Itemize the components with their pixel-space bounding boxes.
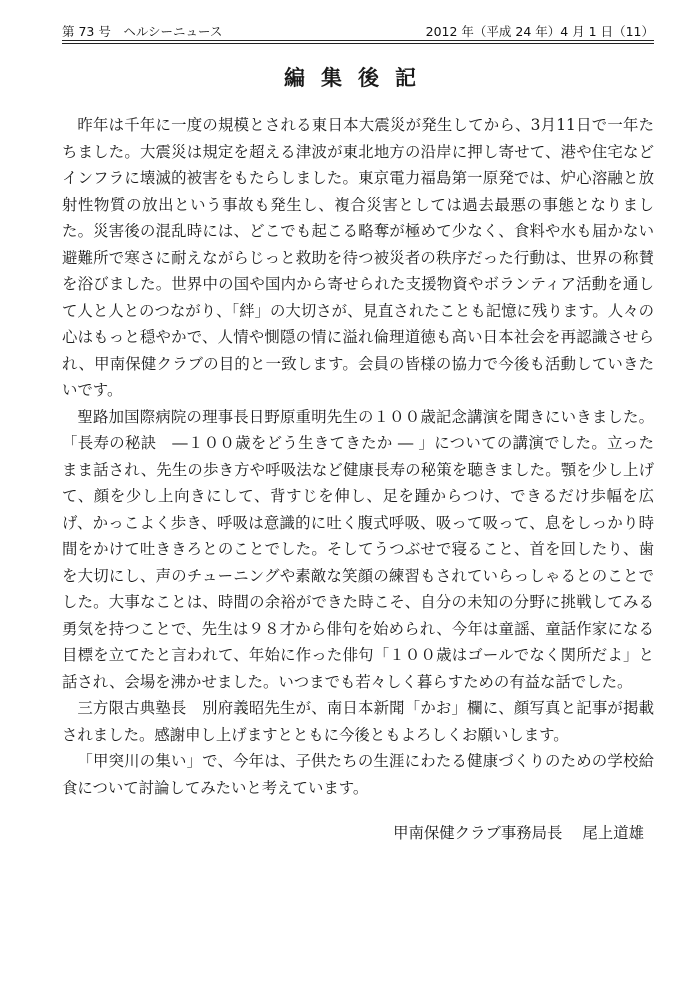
page-title: 編集後記	[284, 66, 432, 90]
issue-label: 第 73 号 ヘルシーニュース	[62, 24, 223, 39]
page-header	[62, 20, 654, 40]
signature-title: 甲南保健クラブ事務局長	[393, 824, 563, 842]
signature-name: 尾上道雄	[582, 824, 644, 842]
paragraph-lecture: 聖路加国際病院の理事長日野原重明先生の１００歳記念講演を聞きにいきました。「長寿の秘訣 ―１００歳をどう生きてきたか ― 」についての講演でした。立ったまま話され、先生の歩き方や呼吸法など健康長寿の秘策を聴きました。顎を少し上げて、顔を少し上向きにして、背すじを伸し、足を踵からつけ、できるだけ歩幅を広げ、かっこよく歩き、呼吸は意識的に吐く腹式呼吸、吸って吸って、息をしっかり時間をかけて吐ききろとのことでした。そしてうつぶせで寝ること、首を回したり、歯を大切にし、声のチューニングや素敵な笑顔の練習もされていらっしゃるとのことでした。大事なことは、時間の余裕ができた時こそ、自分の未知の分野に挑戦してみる勇気を持つことで、先生は９８才から俳句を始められ、今年は童謡、童話作家になる目標を立てたと言われて、年始に作った俳句「１００歳はゴールでなく関所だよ」と話され、会場を沸かせました。いつまでも若々しく暮らすための有益な話でした。	[62, 407, 654, 691]
header-rule-top	[62, 40, 654, 41]
paragraph-newspaper: 三方限古典塾長 別府義昭先生が、南日本新聞「かお」欄に、顔写真と記事が掲載されました。感謝申し上げますとともに今後ともよろしくお願いします。	[62, 699, 654, 744]
paragraph-gathering: 「甲突川の集い」で、今年は、子供たちの生涯にわたる健康づくりのための学校給食について討論してみたいと考えています。	[62, 752, 654, 797]
header-rule-bottom	[62, 43, 654, 44]
signature	[62, 821, 644, 845]
article-body	[62, 112, 654, 801]
paragraph-earthquake: 昨年は千年に一度の規模とされる東日本大震災が発生してから、3月11日で一年たちました。大震災は規定を超える津波が東北地方の沿岸に押し寄せて、港や住宅などインフラに壊滅的被害をもたらしました。東京電力福島第一原発では、炉心溶融と放射性物質の放出という事故も発生し、複合災害としては過去最悪の事態となりました。災害後の混乱時には、どこでも起こる略奪が極めて少なく、食料や水も届かない避難所で寒さに耐えながらじっと救助を待つ被災者の秩序だった行動は、世界の称賛を浴びました。世界中の国や国内から寄せられた支援物資やボランティア活動を通して人と人とのつながり、「絆」の大切さが、見直されたことも記憶に残ります。人々の心はもっと穏やかで、人情や惻隠の情に溢れ倫理道徳も高い日本社会を再認識させられ、甲南保健クラブの目的と一致します。会員の皆様の協力で今後も活動していきたいです。	[62, 116, 654, 399]
issue-date: 2012 年（平成 24 年）4 月 1 日（11）	[425, 24, 654, 39]
